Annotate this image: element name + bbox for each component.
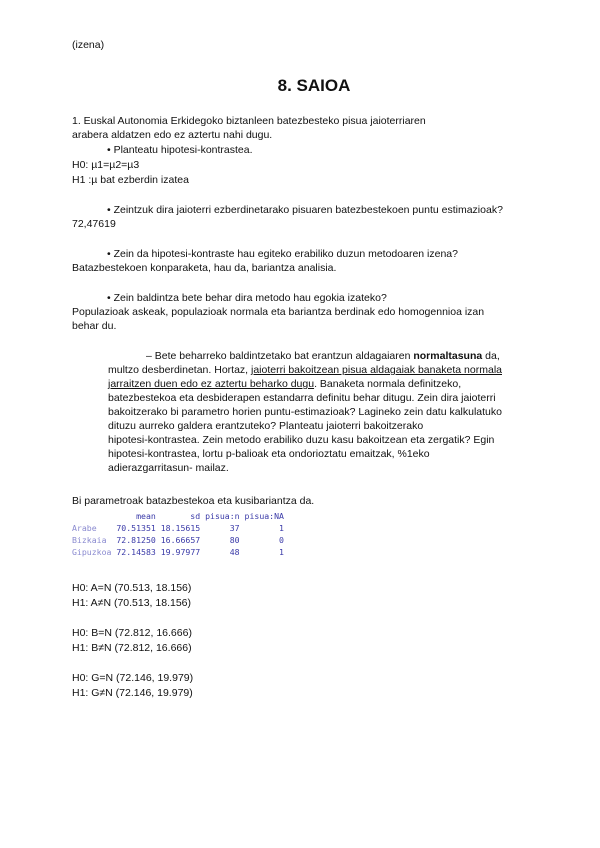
row-name: Gipuzkoa <box>72 547 117 557</box>
bullet-hypothesis: • Planteatu hipotesi-kontrastea. <box>107 144 253 156</box>
table-row <box>72 522 284 534</box>
para-underline-2: jarraitzen duen edo ez aztertu beharko dugu <box>108 378 315 390</box>
row-values: 72.14583 19.97977 48 1 <box>116 547 284 557</box>
row-name: Bizkaia <box>72 535 117 545</box>
h1-line: H1 :µ bat ezberdin izatea <box>72 174 189 186</box>
hyp-g1: H1: G≠N (72.146, 19.979) <box>72 687 193 699</box>
para-line-3 <box>108 377 461 391</box>
para-line-8: hipotesi-kontrastea, lortu p-balioak eta ondorioztatu emaitzak, %1eko <box>108 448 430 460</box>
answer-conditions-line-2: behar du. <box>72 320 117 332</box>
table-row <box>72 546 284 558</box>
para-line-2 <box>108 363 502 377</box>
r-output-table <box>72 510 284 558</box>
para-bold-normality: normaltasuna <box>413 350 483 362</box>
answer-method: Batazbestekoen konparaketa, hau da, bariantza analisia. <box>72 262 337 274</box>
bullet-method: • Zein da hipotesi-kontraste hau egiteko erabiliko duzun metodoaren izena? <box>107 248 458 260</box>
para-line-1a: – Bete beharreko baldintzetako bat erantzun aldagaiaren <box>146 350 414 362</box>
hyp-b1: H1: B≠N (72.812, 16.666) <box>72 642 192 654</box>
row-values: 72.81250 16.66657 80 0 <box>116 535 284 545</box>
para-line-6: dituzu aurreko galdera erantzuteko? Planteatu jaioterri bakoitzerako <box>108 420 424 432</box>
params-line: Bi parametroak batazbestekoa eta kusibariantza da. <box>72 495 315 507</box>
page-title: 8. SAIOA <box>277 76 351 95</box>
hyp-a0: H0: A=N (70.513, 18.156) <box>72 582 192 594</box>
row-values: 70.51351 18.15615 37 1 <box>116 523 284 533</box>
para-line-3b: . Banaketa normala definitzeko, <box>314 378 462 390</box>
answer-conditions-line-1: Populazioak askeak, populazioak normala eta bariantza berdinak edo homogennioa izan <box>72 306 485 318</box>
answer-point-estimates: 72,47619 <box>72 218 116 230</box>
para-line-7: hipotesi-kontrastea. Zein metodo erabiliko duzu kasu bakoitzean eta zergatik? Egin <box>108 434 495 446</box>
para-line-1 <box>146 349 500 363</box>
table-row <box>72 534 284 546</box>
bullet-point-estimates: • Zeintzuk dira jaioterri ezberdinetarako pisuaren batezbestekoen puntu estimazioak? <box>107 204 503 216</box>
hyp-b0: H0: B=N (72.812, 16.666) <box>72 627 192 639</box>
para-line-5: bakoitzerako bi parametro horien puntu-estimazioak? Lagineko zein datu kalkulatuko <box>108 406 502 418</box>
row-name: Arabe <box>72 523 117 533</box>
name-label: (izena) <box>72 39 105 51</box>
para-line-2a: multzo desberdinetan. Hortaz, <box>108 364 251 376</box>
hyp-g0: H0: G=N (72.146, 19.979) <box>72 672 194 684</box>
para-line-4: batezbestekoa eta desbiderapen estandarra definitu behar ditugu. Zein dira jaioterri <box>108 392 496 404</box>
h0-line: H0: µ1=µ2=µ3 <box>72 159 140 171</box>
question-1-line-1: 1. Euskal Autonomia Erkidegoko biztanleen batezbesteko pisua jaioterriaren <box>72 115 426 127</box>
para-underline-1: jaioterri bakoitzean pisua aldagaiak banaketa normala <box>251 364 502 376</box>
para-line-9: adierazgarritasun- mailaz. <box>108 462 229 474</box>
para-line-1b: da, <box>482 350 500 362</box>
hyp-a1: H1: A≠N (70.513, 18.156) <box>72 597 192 609</box>
question-1-line-2: arabera aldatzen edo ez aztertu nahi dugu. <box>72 129 273 141</box>
bullet-conditions: • Zein baldintza bete behar dira metodo hau egokia izateko? <box>107 292 387 304</box>
table-header: mean sd pisua:n pisua:NA <box>72 511 284 521</box>
